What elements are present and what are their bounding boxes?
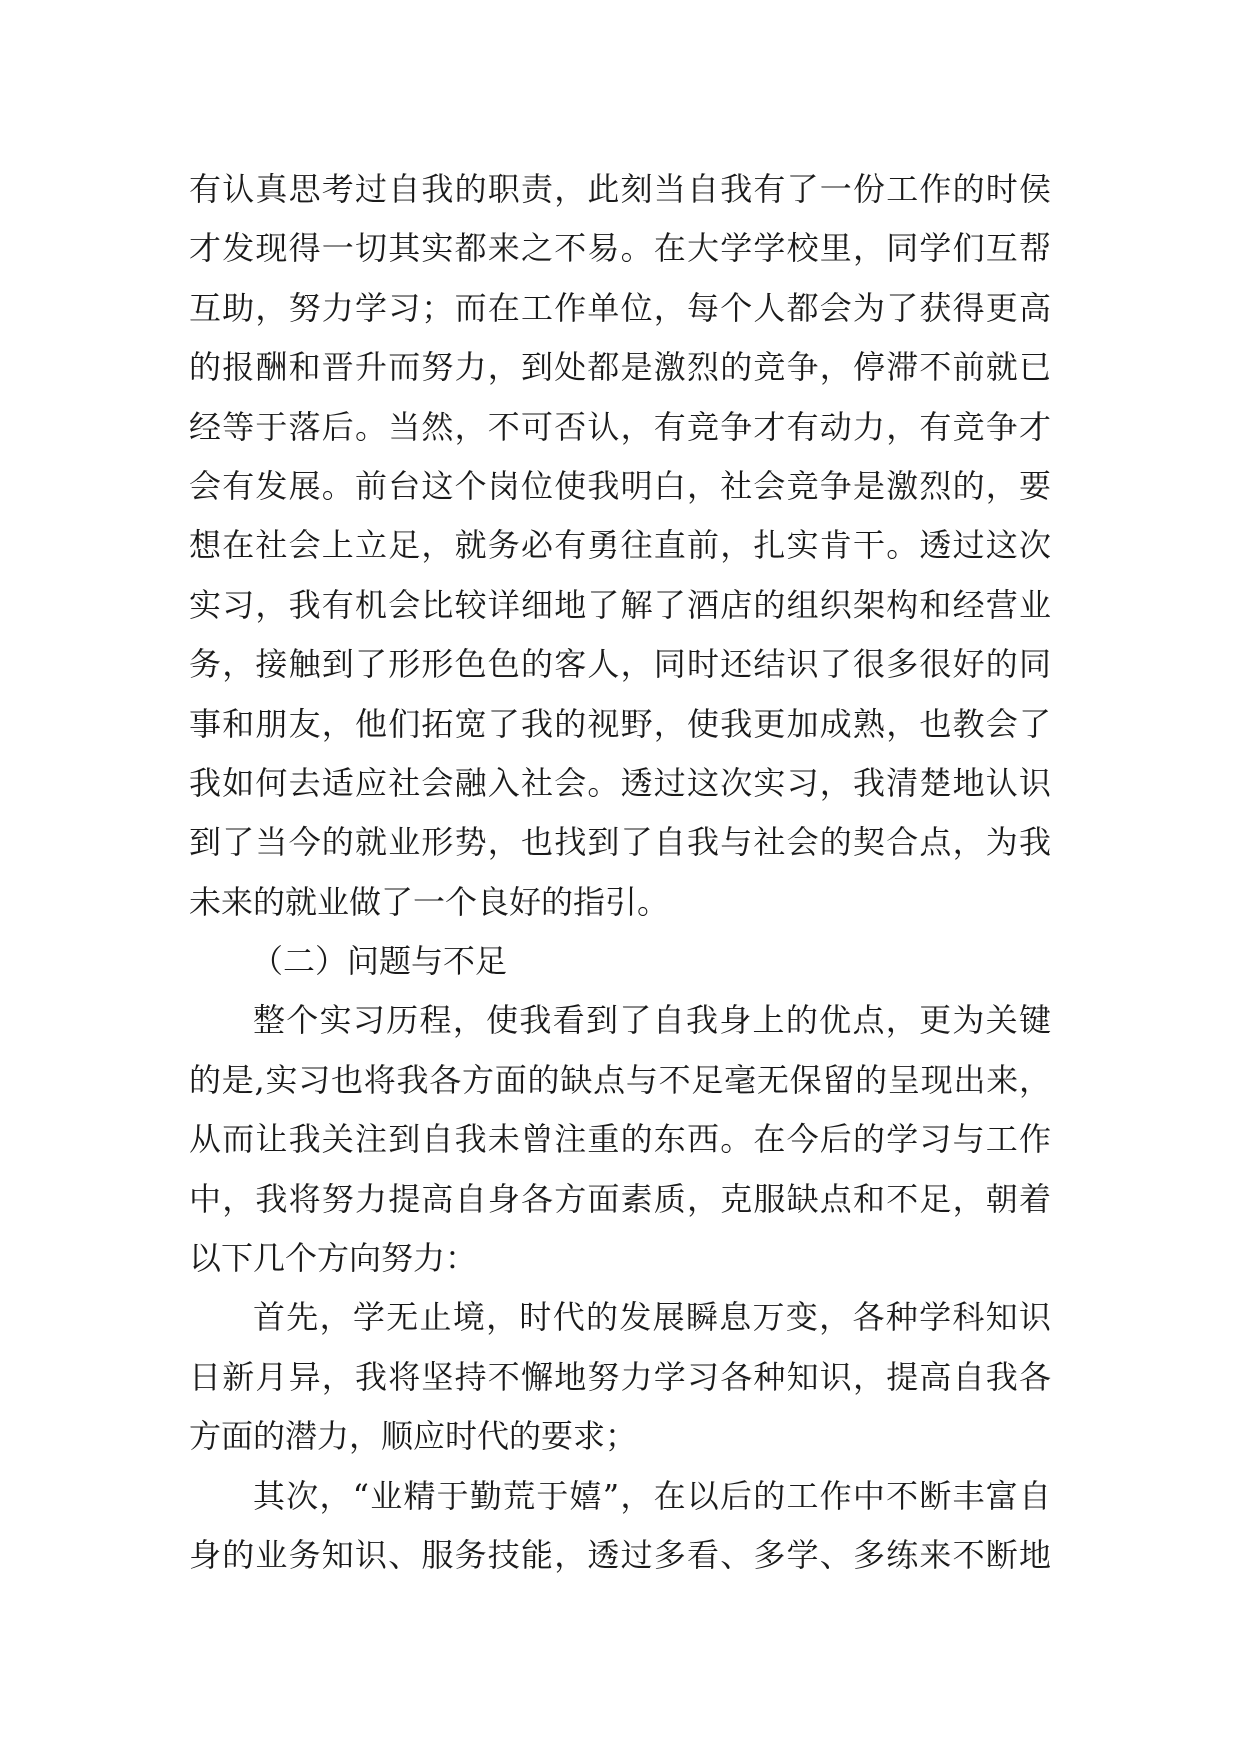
text-line: 才发现得一切其实都来之不易。在大学学校里，同学们互帮 (189, 229, 1051, 268)
text-line: 互助，努力学习；而在工作单位，每个人都会为了获得更高 (189, 288, 1051, 327)
text-line: 实习，我有机会比较详细地了解了酒店的组织架构和经营业 (189, 585, 1051, 624)
text-line: 以下几个方向努力： (189, 1239, 478, 1278)
text-line: 其次，“业精于勤荒于嬉”，在以后的工作中不断丰富自 (253, 1476, 1051, 1515)
text-line: 我如何去适应社会融入社会。透过这次实习，我清楚地认识 (189, 763, 1051, 802)
text-line: 到了当今的就业形势，也找到了自我与社会的契合点，为我 (189, 823, 1051, 862)
text-line: 想在社会上立足，就务必有勇往直前，扎实肯干。透过这次 (189, 526, 1051, 565)
text-line: 的报酬和晋升而努力，到处都是激烈的竞争，停滞不前就已 (189, 348, 1051, 387)
text-line: 整个实习历程，使我看到了自我身上的优点，更为关键 (253, 1001, 1051, 1040)
text-line: 身的业务知识、服务技能，透过多看、多学、多练来不断地 (189, 1535, 1051, 1574)
text-line: 的是,实习也将我各方面的缺点与不足毫无保留的呈现出来， (189, 1060, 1051, 1099)
text-line: 方面的潜力，顺应时代的要求； (189, 1417, 638, 1456)
text-line: 中，我将努力提高自身各方面素质，克服缺点和不足，朝着 (189, 1179, 1051, 1218)
text-line: 事和朋友，他们拓宽了我的视野，使我更加成熟，也教会了 (189, 704, 1051, 743)
text-line: 会有发展。前台这个岗位使我明白，社会竞争是激烈的，要 (189, 466, 1051, 505)
text-line: 未来的就业做了一个良好的指引。 (189, 882, 670, 921)
text-line: 从而让我关注到自我未曾注重的东西。在今后的学习与工作 (189, 1120, 1051, 1159)
body-text (189, 160, 1051, 1585)
section-heading: （二）问题与不足 (251, 942, 508, 981)
text-line: 有认真思考过自我的职责，此刻当自我有了一份工作的时侯 (189, 170, 1051, 208)
text-line: 日新月异，我将坚持不懈地努力学习各种知识，提高自我各 (189, 1357, 1051, 1396)
text-line: 务，接触到了形形色色的客人，同时还结识了很多很好的同 (189, 645, 1051, 684)
text-line: 首先，学无止境，时代的发展瞬息万变，各种学科知识 (253, 1298, 1051, 1337)
text-line: 经等于落后。当然，不可否认，有竞争才有动力，有竞争才 (189, 407, 1051, 446)
